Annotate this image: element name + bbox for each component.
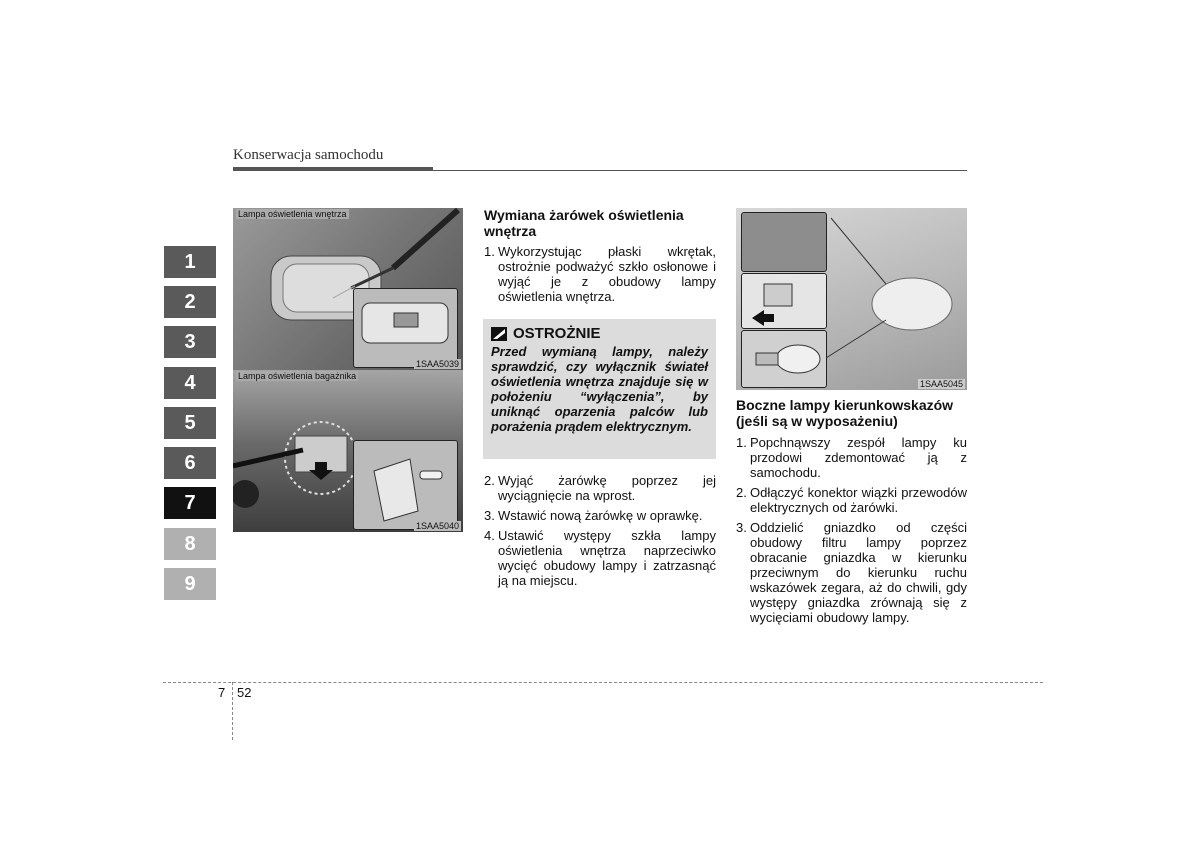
step-text: Ustawić występy szkła lampy oświetlenia wnętrza naprzeciwko wycięć obudowy lampy i zatrzasnąć ją na miejscu. xyxy=(498,528,716,588)
chapter-tab-5[interactable]: 5 xyxy=(164,407,216,439)
bulb-socket-icon xyxy=(354,441,457,529)
caution-title: OSTROŻNIE xyxy=(513,325,601,342)
interior-lamp-inset xyxy=(353,288,458,368)
caution-box xyxy=(483,319,716,459)
footer-vertical-divider xyxy=(232,682,233,740)
chapter-tab-3[interactable]: 3 xyxy=(164,326,216,358)
section-heading: Wymiana żarówek oświetlenia wnętrza xyxy=(484,207,684,239)
section-heading: Boczne lampy kierunkowskazów (jeśli są w wyposażeniu) xyxy=(736,397,954,429)
chapter-tab-2[interactable]: 2 xyxy=(164,286,216,318)
step-number: 4. xyxy=(484,528,495,543)
step-item xyxy=(484,473,716,503)
bulb-detail-icon xyxy=(354,289,457,367)
caution-icon xyxy=(491,327,507,341)
step-item xyxy=(736,520,967,625)
side-lamp-inset-2 xyxy=(741,273,827,329)
step-text: Wstawić nową żarówkę w oprawkę. xyxy=(498,508,703,523)
interior-lamp-photo xyxy=(233,208,463,370)
page-number: 52 xyxy=(237,685,252,700)
step-item xyxy=(736,435,967,480)
step-number: 2. xyxy=(484,473,495,488)
figure-code: 1SAA5040 xyxy=(415,521,459,531)
chapter-tab-4[interactable]: 4 xyxy=(164,367,216,399)
step-number: 3. xyxy=(736,520,747,535)
figure-label: Lampa oświetlenia bagażnika xyxy=(238,371,357,381)
chapter-tab-6[interactable]: 6 xyxy=(164,447,216,479)
step-item xyxy=(484,508,716,523)
figure-code: 1SAA5045 xyxy=(919,379,963,389)
figure-code: 1SAA5039 xyxy=(415,359,459,369)
section-title: Konserwacja samochodu xyxy=(233,147,384,163)
figure-label: Lampa oświetlenia wnętrza xyxy=(238,209,347,219)
side-lamp-section xyxy=(736,397,967,630)
interior-bulb-section xyxy=(484,207,716,309)
connector-icon xyxy=(742,274,826,328)
trunk-lamp-inset xyxy=(353,440,458,530)
chapter-tab-9[interactable]: 9 xyxy=(164,568,216,600)
header-rule xyxy=(233,167,433,171)
footer-divider xyxy=(163,682,1043,683)
page-chapter: 7 xyxy=(218,685,226,700)
side-lamp-inset-3 xyxy=(741,330,827,388)
step-text: Odłączyć konektor wiązki przewodów elektrycznych od żarówki. xyxy=(750,485,967,515)
chapter-tab-8[interactable]: 8 xyxy=(164,528,216,560)
step-text: Popchnąwszy zespół lampy ku przodowi zdemontować ją z samochodu. xyxy=(750,435,967,480)
side-turn-lamp-photo xyxy=(736,208,967,390)
step-number: 3. xyxy=(484,508,495,523)
bulb-icon xyxy=(742,331,826,387)
trunk-lamp-photo xyxy=(233,370,463,532)
interior-bulb-steps xyxy=(484,473,716,593)
step-number: 1. xyxy=(736,435,747,450)
caution-text: Przed wymianą lampy, należy sprawdzić, czy wyłącznik świateł oświetlenia wnętrza znajduje się w położeniu “wyłączenia”, by uniknąć oparzenia palców lub porażenia prądem elektrycznym. xyxy=(491,344,708,434)
chapter-tab-7[interactable]: 7 xyxy=(164,487,216,519)
chapter-tab-1[interactable]: 1 xyxy=(164,246,216,278)
step-item xyxy=(484,244,716,304)
step-number: 1. xyxy=(484,244,495,259)
header-rule-thin xyxy=(433,170,967,171)
step-text: Wyjąć żarówkę poprzez jej wyciągnięcie na wprost. xyxy=(498,473,716,503)
side-lamp-inset-1 xyxy=(741,212,827,272)
step-item xyxy=(736,485,967,515)
step-item xyxy=(484,528,716,588)
step-number: 2. xyxy=(736,485,747,500)
step-text: Oddzielić gniazdko od części obudowy filtru lampy poprzez obracanie gniazdka w kierunku przeciwnym do kierunku ruchu wskazówek zegara, aż do chwili, gdy występy gniazdka zrównają się z wycięciami obudowy lampy. xyxy=(750,520,967,625)
step-text: Wykorzystując płaski wkrętak, ostrożnie podważyć szkło osłonowe i wyjąć je z obudowy lampy oświetlenia wnętrza. xyxy=(498,244,716,304)
